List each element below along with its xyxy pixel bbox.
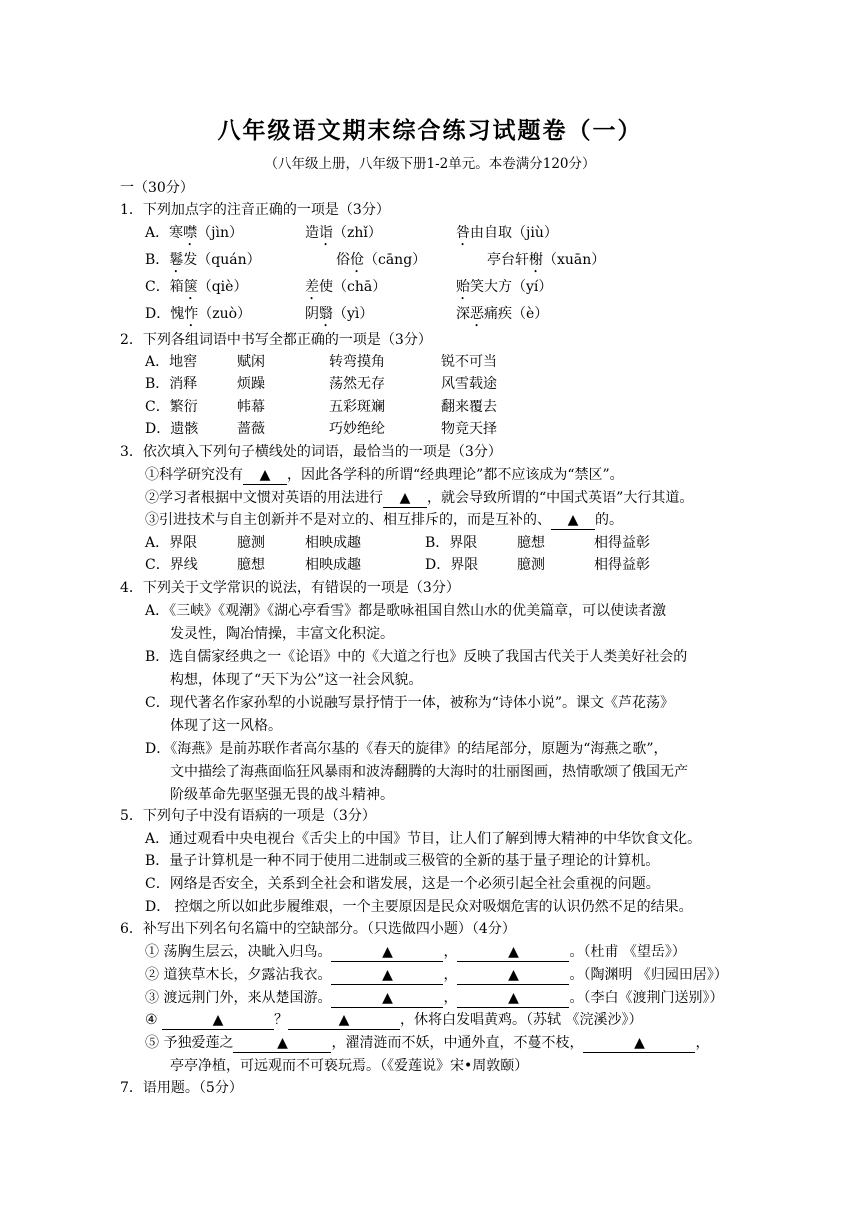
answer-blank[interactable]: ▲ [383, 489, 427, 508]
q3-option: 相映成趣 [305, 557, 361, 573]
dotted-char: 榭 [529, 252, 543, 268]
answer-blank[interactable]: ▲ [331, 989, 443, 1008]
q3-option: A．界限 [145, 535, 198, 551]
answer-blank[interactable]: ▲ [457, 989, 569, 1008]
q3-option: D．界限 [425, 557, 479, 573]
q1-option-c: C．箱箧（qiè） [145, 279, 248, 295]
q1-option-b-word3: 亭台轩榭（xuān） [487, 252, 606, 268]
dotted-char: 伧 [350, 252, 364, 268]
q1-option-b-word2: 俗伧（cāng） [336, 252, 427, 268]
dotted-char: 恶 [470, 306, 484, 322]
q6-item-5-cont: 亭亭净植，可远观而不可亵玩焉。（《爱莲说》宋•周敦颐） [170, 1058, 529, 1074]
dotted-char: 鬈 [169, 252, 184, 268]
option-label: A． [145, 225, 170, 241]
q3-option: 相得益彰 [594, 557, 650, 573]
q2-cell: 赋闲 [237, 354, 265, 370]
answer-blank[interactable]: ▲ [457, 943, 569, 962]
q2-cell: 翻来覆去 [441, 399, 497, 415]
q3-option: 臆想 [237, 557, 265, 573]
q1-option-c-word3: 贻笑大方（yí） [456, 279, 553, 295]
q3-option: B．界限 [425, 535, 478, 551]
dotted-char: 翳 [319, 306, 333, 322]
q2-cell: 帏幕 [237, 399, 265, 415]
q6-item-1: ① 荡胸生层云，决眦入归鸟。 ▲ ， ▲ 。（杜甫 《望岳》） [145, 944, 686, 960]
q4-option-b: B．选自儒家经典之一《论语》中的《大道之行也》反映了我国古代关于人类美好社会的 [145, 649, 688, 665]
q3-option: C．界线 [145, 557, 198, 573]
option-label: B． [145, 252, 170, 268]
answer-blank[interactable]: ▲ [583, 1034, 695, 1053]
q6-item-5: ⑤ 予独爱莲之 ▲ ，濯清涟而不妖，中通外直，不蔓不枝， ▲ ， [145, 1035, 710, 1051]
q2-stem: 2．下列各组词语中书写全都正确的一项是（3分） [120, 332, 432, 348]
q2-cell: B．消释 [145, 376, 198, 392]
q5-option-a: A．通过观看中央电视台《舌尖上的中国》节目，让人们了解到博大精神的中华饮食文化。 [145, 831, 702, 847]
q6-stem: 6．补写出下列名句名篇中的空缺部分。（只选做四小题）（4分） [120, 921, 516, 937]
answer-blank[interactable]: ▲ [331, 966, 443, 985]
q2-cell: 转弯摸角 [329, 354, 385, 370]
q1-option-a-word2: 造诣（zhǐ） [305, 225, 382, 241]
q1-option-a-word3: 咎由自取（jiù） [456, 225, 558, 241]
dotted-char: 诣 [319, 225, 333, 241]
q6-item-3: ③ 渡远荆门外，来从楚国游。 ▲ ， ▲ 。（李白《渡荆门送别》） [145, 990, 724, 1006]
option-label: D． [145, 306, 171, 322]
q4-option-c: C．现代著名作家孙犁的小说融写景抒情于一体，被称为“诗体小说”。课文《芦花荡》 [145, 695, 675, 711]
q4-option-c-cont: 体现了这一风格。 [170, 718, 282, 734]
q2-cell: 巧妙绝纶 [329, 421, 385, 437]
q1-option-d: D．愧怍（zuò） [145, 306, 252, 322]
q4-option-d-cont2: 阶级革命先驱坚强无畏的战斗精神。 [170, 787, 394, 803]
page-title: 八年级语文期末综合练习试题卷（一） [217, 117, 643, 144]
q2-cell: 风雪载途 [441, 376, 497, 392]
q2-cell: 锐不可当 [441, 354, 497, 370]
q6-item-4: ④ ▲ ？ ▲ ，休将白发唱黄鸡。（苏轼 《浣溪沙》） [145, 1012, 643, 1028]
q1-option-a: A．寒噤（jìn） [145, 225, 243, 241]
q1-option-b: B．鬈发（quán） [145, 252, 261, 268]
q4-option-b-cont: 构想，体现了“天下为公”这一社会风貌。 [170, 672, 423, 688]
q3-stem: 3．依次填入下列句子横线处的词语，最恰当的一项是（3分） [120, 444, 502, 460]
q4-option-a: A．《三峡》《观潮》《湖心亭看雪》都是歌咏祖国自然山水的优美篇章，可以使读者激 [145, 603, 667, 619]
q2-cell: 荡然无存 [329, 376, 385, 392]
q7-stem: 7．语用题。（5分） [120, 1080, 243, 1096]
q5-option-c: C．网络是否安全，关系到全社会和谐发展，这是一个必须引起全社会重视的问题。 [145, 876, 660, 892]
q3-sentence-3: ③引进技术与自主创新并不是对立的、相互排斥的，而是互补的、 ▲ 的。 [145, 512, 623, 528]
answer-blank[interactable]: ▲ [243, 466, 287, 485]
q5-stem: 5．下列句子中没有语病的一项是（3分） [120, 808, 376, 824]
dotted-char: 噤 [183, 225, 198, 241]
q1-option-d-word2: 阴翳（yì） [305, 306, 374, 322]
q5-option-d: D． 控烟之所以如此步履维艰，一个主要原因是民众对吸烟危害的认识仍然不足的结果。 [145, 899, 693, 915]
page-subtitle: （八年级上册，八年级下册1-2单元。本卷满分120分） [264, 156, 596, 172]
answer-blank[interactable]: ▲ [233, 1034, 331, 1053]
q4-option-d-cont: 文中描绘了海燕面临狂风暴雨和波涛翻腾的大海时的壮丽图画，热情歌颂了俄国无产 [170, 764, 688, 780]
answer-blank[interactable]: ▲ [331, 943, 443, 962]
q3-sentence-2: ②学习者根据中文惯对英语的用法进行 ▲ ，就会导致所谓的“中国式英语”大行其道。 [145, 490, 694, 506]
q1-option-d-word3: 深恶痛疾（è） [456, 306, 549, 322]
q2-cell: 物竞天择 [441, 421, 497, 437]
answer-blank[interactable]: ▲ [551, 511, 595, 530]
dotted-char: 贻 [456, 279, 470, 295]
q1-option-c-word2: 差使（chā） [305, 279, 387, 295]
dotted-char: 怍 [184, 306, 199, 322]
q1-stem: 1．下列加点字的注音正确的一项是（3分） [120, 202, 390, 218]
q3-option: 臆测 [517, 557, 545, 573]
answer-blank[interactable]: ▲ [457, 966, 569, 985]
answer-blank[interactable]: ▲ [162, 1011, 274, 1030]
answer-blank[interactable]: ▲ [288, 1011, 400, 1030]
q2-cell: A．地窖 [145, 354, 198, 370]
q4-option-a-cont: 发灵性，陶冶情操，丰富文化积淀。 [170, 626, 394, 642]
q4-stem: 4．下列关于文学常识的说法，有错误的一项是（3分） [120, 580, 460, 596]
q2-cell: 烦躁 [237, 376, 265, 392]
q3-sentence-1: ①科学研究没有 ▲ ，因此各学科的所谓“经典理论”都不应该成为“禁区”。 [145, 467, 624, 483]
q3-option: 臆测 [237, 535, 265, 551]
section-heading: 一（30分） [120, 180, 194, 196]
q6-item-2: ② 道狭草木长，夕露沾我衣。 ▲ ， ▲ 。（陶渊明 《归园田居》） [145, 967, 728, 983]
q3-option: 相得益彰 [594, 535, 650, 551]
q2-cell: 五彩斑斓 [329, 399, 385, 415]
option-label: C． [145, 279, 170, 295]
dotted-char: 差 [305, 279, 319, 295]
q2-cell: D．遗骸 [145, 421, 199, 437]
dotted-char: 箧 [183, 279, 198, 295]
q3-option: 相映成趣 [305, 535, 361, 551]
q5-option-b: B．量子计算机是一种不同于使用二进制或三极管的全新的基于量子理论的计算机。 [145, 853, 660, 869]
q2-cell: 蔷薇 [237, 421, 265, 437]
dotted-char: 咎 [456, 225, 470, 241]
q2-cell: C．繁衍 [145, 399, 198, 415]
q4-option-d: D．《海燕》是前苏联作者高尔基的《春天的旋律》的结尾部分，原题为“海燕之歌”， [145, 741, 668, 757]
q3-option: 臆想 [517, 535, 545, 551]
